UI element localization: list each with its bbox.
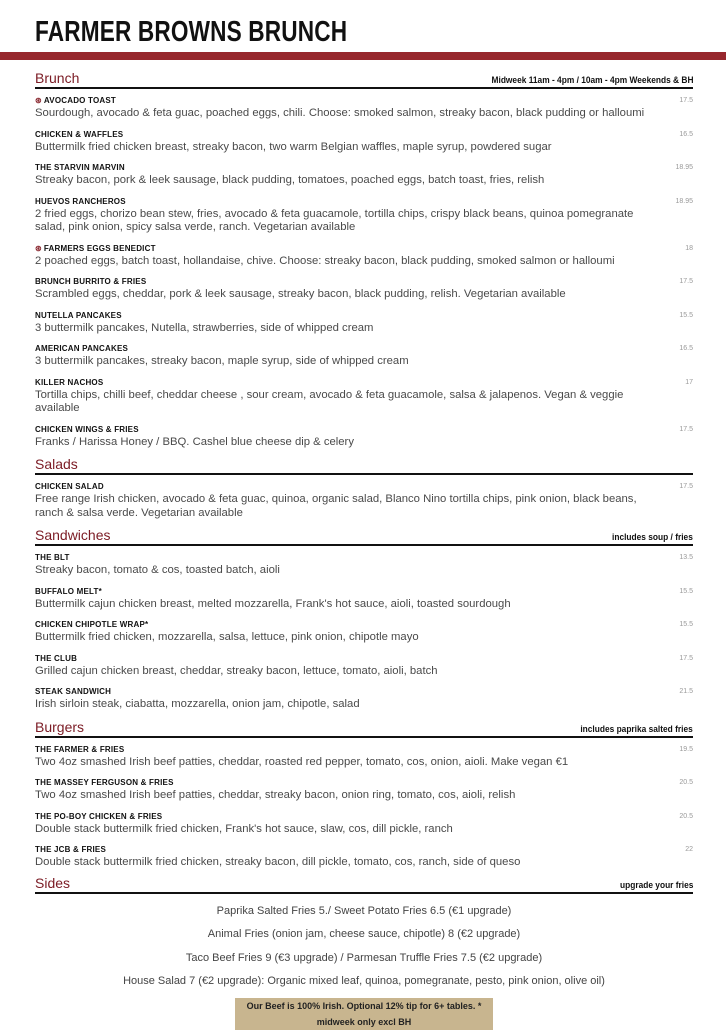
item-price: 17.5 bbox=[679, 278, 693, 285]
section-title: Burgers bbox=[35, 718, 85, 735]
item-name: AMERICAN PANCAKES bbox=[35, 344, 129, 353]
menu bbox=[35, 67, 693, 1030]
menu-item bbox=[35, 129, 693, 155]
menu-item bbox=[35, 686, 693, 712]
item-price: 15.5 bbox=[679, 311, 693, 319]
section-note: includes paprika salted fries bbox=[580, 723, 693, 735]
side-item: Paprika Salted Fries 5./ Sweet Potato Fries 6.5 (€1 upgrade) bbox=[216, 904, 512, 917]
menu-item bbox=[35, 619, 693, 645]
item-description: Irish sirloin steak, ciabatta, mozzarella, onion jam, chipotle, salad bbox=[35, 698, 360, 710]
item-description: 3 buttermilk pancakes, Nutella, strawberries, side of whipped cream bbox=[35, 321, 374, 334]
vegetarian-icon: ⊛ bbox=[35, 96, 42, 105]
item-price: 21.5 bbox=[679, 688, 693, 695]
item-description: Tortilla chips, chilli beef, cheddar cheese , sour cream, avocado & feta guacamole, salsa & jalapenos. Vegan & veggie available bbox=[35, 388, 624, 414]
section-header bbox=[35, 872, 693, 894]
item-name: FARMERS EGGS BENEDICT bbox=[43, 243, 156, 253]
item-price: 20.5 bbox=[679, 779, 693, 786]
section-header bbox=[35, 524, 693, 546]
section-title: Brunch bbox=[35, 70, 80, 86]
section-title: Sandwiches bbox=[35, 527, 111, 543]
menu-item bbox=[35, 276, 693, 302]
section-header bbox=[35, 716, 693, 738]
item-description: Two 4oz smashed Irish beef patties, cheddar, streaky bacon, onion ring, tomato, cos, aioli, relish bbox=[35, 789, 516, 801]
item-description: Buttermilk cajun chicken breast, melted mozzarella, Frank's hot sauce, aioli, toasted sourdough bbox=[35, 597, 511, 610]
item-price: 22 bbox=[685, 846, 693, 853]
menu-item bbox=[35, 310, 693, 336]
item-name: CHICKEN WINGS & FRIES bbox=[35, 424, 139, 434]
menu-item bbox=[35, 744, 693, 770]
menu-item bbox=[35, 95, 693, 121]
section-header bbox=[35, 67, 693, 89]
section-sides bbox=[35, 872, 693, 1030]
section-brunch bbox=[35, 67, 693, 449]
item-description: Buttermilk fried chicken breast, streaky bacon, two warm Belgian waffles, maple syrup, powdered sugar bbox=[35, 140, 552, 153]
section-note: includes soup / fries bbox=[612, 532, 693, 543]
item-price: 17.5 bbox=[679, 97, 693, 104]
item-price: 18 bbox=[685, 244, 693, 252]
item-name: THE FARMER & FRIES bbox=[35, 744, 125, 754]
item-price: 15.5 bbox=[679, 621, 693, 628]
item-name: CHICKEN & WAFFLES bbox=[35, 129, 124, 139]
menu-item bbox=[35, 162, 693, 188]
item-price: 17.5 bbox=[679, 425, 693, 433]
item-description: Double stack buttermilk fried chicken, Frank's hot sauce, slaw, cos, dill pickle, ranch bbox=[35, 822, 453, 835]
section-note: Midweek 11am - 4pm / 10am - 4pm Weekends & BH bbox=[491, 75, 693, 86]
header-divider bbox=[0, 52, 726, 60]
menu-item bbox=[35, 552, 693, 578]
item-price: 17 bbox=[685, 378, 693, 386]
item-name: THE JCB & FRIES bbox=[35, 845, 107, 854]
vegetarian-icon: ⊛ bbox=[35, 243, 42, 253]
item-price: 18.95 bbox=[675, 197, 693, 205]
item-description: Scrambled eggs, cheddar, pork & leek sausage, streaky bacon, black pudding, relish. Vegetarian available bbox=[35, 288, 566, 300]
item-description: Streaky bacon, pork & leek sausage, black pudding, tomatoes, poached eggs, batch toast, fries, relish bbox=[35, 174, 545, 186]
item-price: 19.5 bbox=[679, 745, 693, 753]
item-name: THE PO-BOY CHICKEN & FRIES bbox=[35, 811, 163, 821]
item-description: Free range Irish chicken, avocado & feta guac, quinoa, organic salad, Blanco Nino tortilla chips, pink onion, black beans, ranch & salsa verde. Vegetarian available bbox=[35, 493, 637, 519]
menu-item bbox=[35, 653, 693, 679]
section-sandwiches bbox=[35, 524, 693, 712]
sides-list bbox=[35, 900, 693, 994]
item-name: HUEVOS RANCHEROS bbox=[35, 196, 126, 206]
menu-item bbox=[35, 811, 693, 837]
section-note: upgrade your fries bbox=[619, 879, 693, 891]
menu-item bbox=[35, 844, 693, 870]
item-description: 2 poached eggs, batch toast, hollandaise, chive. Choose: streaky bacon, black pudding, smoked salmon or halloumi bbox=[35, 254, 615, 267]
menu-item bbox=[35, 481, 693, 520]
item-price: 16.5 bbox=[679, 130, 693, 138]
item-price: 16.5 bbox=[679, 345, 693, 352]
item-description: Franks / Harissa Honey / BBQ. Cashel blue cheese dip & celery bbox=[35, 435, 354, 448]
menu-item bbox=[35, 586, 693, 612]
footer-note: Our Beef is 100% Irish. Optional 12% tip for 6+ tables. * midweek only excl BH bbox=[235, 998, 493, 1030]
item-description: 3 buttermilk pancakes, streaky bacon, maple syrup, side of whipped cream bbox=[35, 355, 409, 367]
menu-item bbox=[35, 196, 693, 235]
item-description: Two 4oz smashed Irish beef patties, cheddar, roasted red pepper, tomato, cos, onion, aioli. Make vegan €1 bbox=[35, 755, 569, 768]
section-title: Salads bbox=[35, 456, 78, 472]
item-name: THE STARVIN MARVIN bbox=[35, 163, 125, 172]
item-description: Buttermilk fried chicken, mozzarella, salsa, lettuce, pink onion, chipotle mayo bbox=[35, 631, 419, 643]
section-title: Sides bbox=[35, 874, 71, 891]
item-price: 15.5 bbox=[679, 587, 693, 595]
item-name: KILLER NACHOS bbox=[35, 377, 104, 387]
item-description: Double stack buttermilk fried chicken, streaky bacon, dill pickle, tomato, cos, ranch, side of queso bbox=[35, 856, 521, 868]
item-description: 2 fried eggs, chorizo bean stew, fries, avocado & feta guacamole, tortilla chips, crispy black beans, quinoa pomegranate salad, pink onion, spicy salsa verde, ranch. Vegetarian available bbox=[35, 207, 634, 233]
item-name: BUFFALO MELT* bbox=[35, 586, 102, 596]
item-name: STEAK SANDWICH bbox=[35, 687, 112, 696]
item-description: Streaky bacon, tomato & cos, toasted batch, aioli bbox=[35, 564, 280, 576]
side-item: Animal Fries (onion jam, cheese sauce, chipotle) 8 (€2 upgrade) bbox=[207, 928, 521, 940]
item-name: BRUNCH BURRITO & FRIES bbox=[35, 277, 147, 286]
section-burgers bbox=[35, 716, 693, 870]
page-title: FARMER BROWNS BRUNCH bbox=[35, 16, 348, 48]
item-price: 17.5 bbox=[679, 483, 693, 490]
item-name: AVOCADO TOAST bbox=[43, 96, 116, 105]
item-name: THE CLUB bbox=[35, 653, 78, 663]
side-item: Taco Beef Fries 9 (€3 upgrade) / Parmesan Truffle Fries 7.5 (€2 upgrade) bbox=[185, 951, 543, 964]
item-description: Sourdough, avocado & feta guac, poached eggs, chili. Choose: smoked salmon, streaky bacon, black pudding or halloumi bbox=[35, 107, 645, 119]
item-name: THE BLT bbox=[35, 553, 70, 562]
item-description: Grilled cajun chicken breast, cheddar, streaky bacon, lettuce, tomato, aioli, batch bbox=[35, 664, 438, 677]
item-name: THE MASSEY FERGUSON & FRIES bbox=[35, 778, 174, 787]
item-price: 17.5 bbox=[679, 654, 693, 662]
item-price: 18.95 bbox=[675, 164, 693, 171]
item-name: NUTELLA PANCAKES bbox=[35, 310, 122, 320]
item-price: 13.5 bbox=[679, 554, 693, 561]
menu-item bbox=[35, 377, 693, 416]
section-salads bbox=[35, 453, 693, 520]
side-item: House Salad 7 (€2 upgrade): Organic mixed leaf, quinoa, pomegranate, pesto, pink onion, olive oil) bbox=[123, 975, 605, 987]
menu-item bbox=[35, 243, 693, 269]
section-header bbox=[35, 453, 693, 475]
item-name: CHICKEN SALAD bbox=[35, 482, 104, 491]
menu-item bbox=[35, 777, 693, 803]
menu-item bbox=[35, 424, 693, 450]
menu-item bbox=[35, 343, 693, 369]
item-price: 20.5 bbox=[679, 812, 693, 820]
item-name: CHICKEN CHIPOTLE WRAP* bbox=[35, 620, 149, 629]
